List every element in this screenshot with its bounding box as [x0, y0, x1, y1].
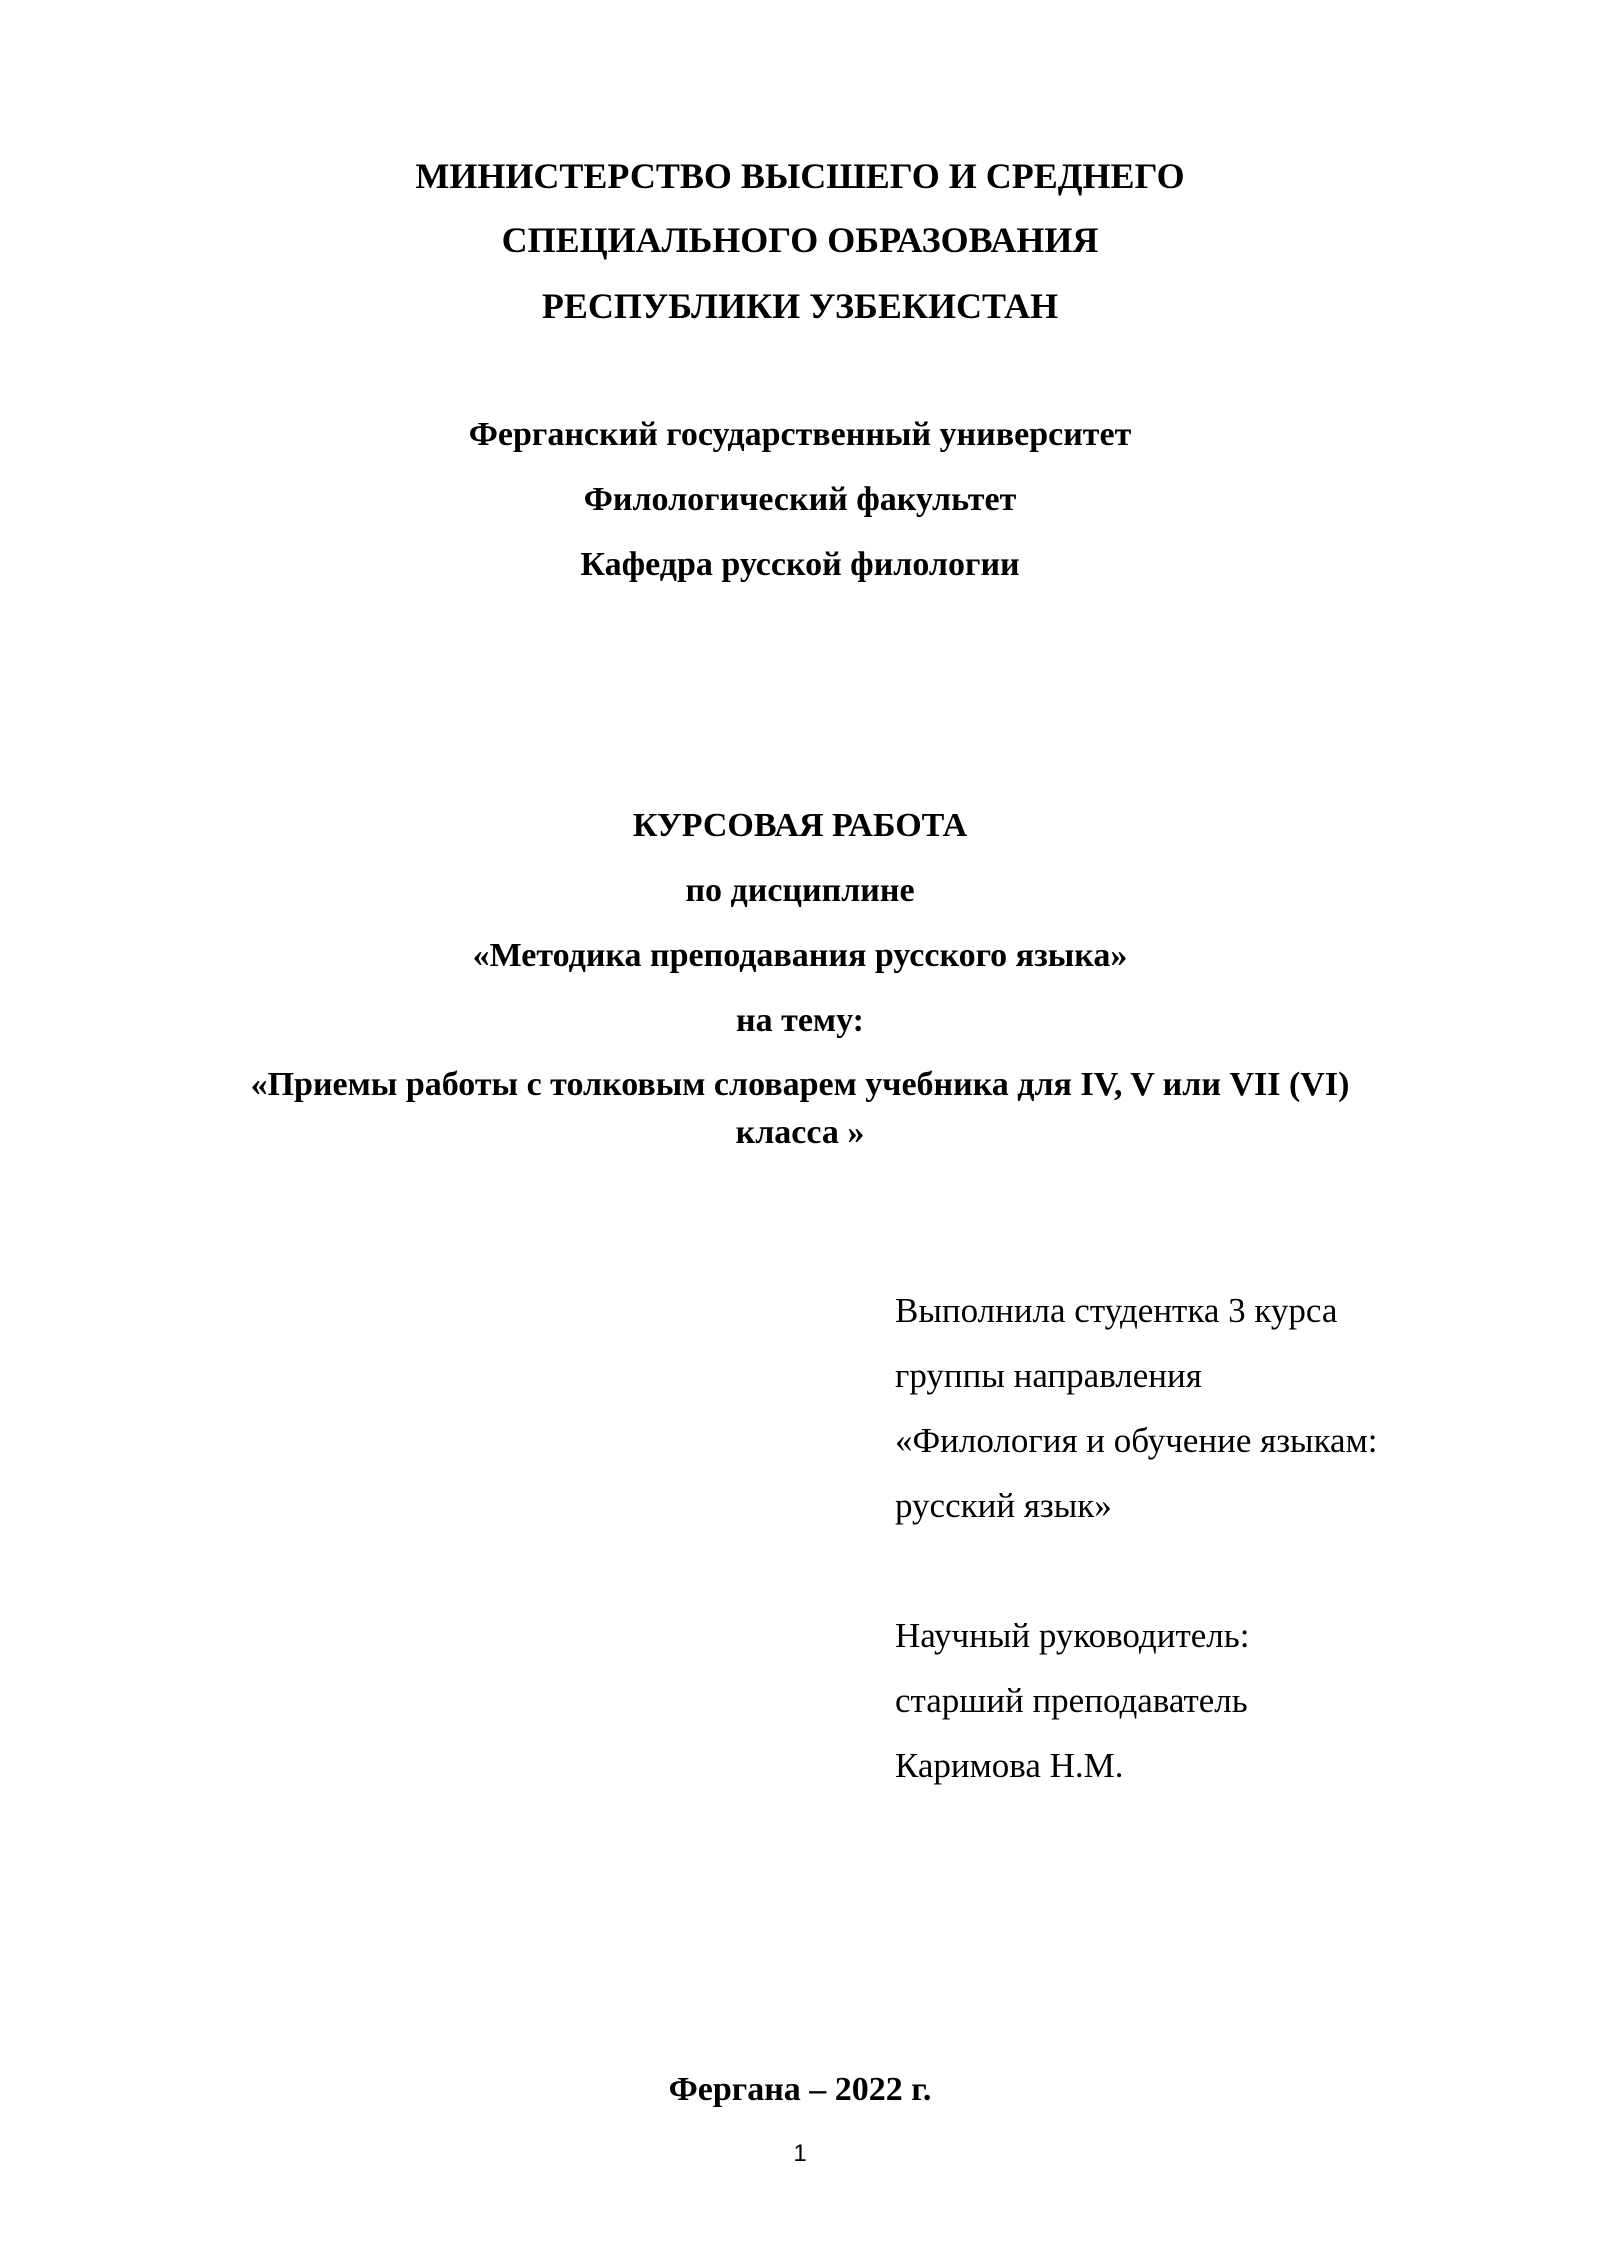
topic-prefix: на тему:: [736, 1002, 864, 1039]
author-line-1: Выполнила студентка 3 курса: [895, 1291, 1338, 1330]
supervisor-name: Каримова Н.М.: [895, 1746, 1124, 1785]
ministry-line-3: РЕСПУБЛИКИ УЗБЕКИСТАН: [541, 286, 1059, 326]
author-line-3: «Филология и обучение языкам:: [895, 1421, 1378, 1460]
page-number: 1: [793, 2140, 807, 2167]
work-type: КУРСОВАЯ РАБОТА: [632, 807, 968, 844]
discipline-prefix: по дисциплине: [685, 872, 915, 909]
ministry-line-1: МИНИСТЕРСТВО ВЫСШЕГО И СРЕДНЕГО: [415, 156, 1185, 196]
author-line-2: группы направления: [895, 1356, 1202, 1395]
topic-line-2: класса »: [735, 1114, 865, 1151]
supervisor-line-2: старший преподаватель: [895, 1681, 1248, 1720]
topic-line-1: «Приемы работы с толковым словарем учебника для IV, V или VII (VI): [250, 1066, 1350, 1103]
department-name: Кафедра русской филологии: [580, 546, 1020, 583]
ministry-line-2: СПЕЦИАЛЬНОГО ОБРАЗОВАНИЯ: [501, 220, 1099, 260]
supervisor-line-1: Научный руководитель:: [895, 1616, 1250, 1655]
city-year: Фергана – 2022 г.: [668, 2071, 932, 2108]
author-line-4: русский язык»: [895, 1486, 1112, 1525]
discipline-name: «Методика преподавания русского языка»: [472, 937, 1128, 974]
university-name: Ферганский государственный университет: [468, 416, 1132, 453]
faculty-name: Филологический факультет: [583, 481, 1017, 518]
